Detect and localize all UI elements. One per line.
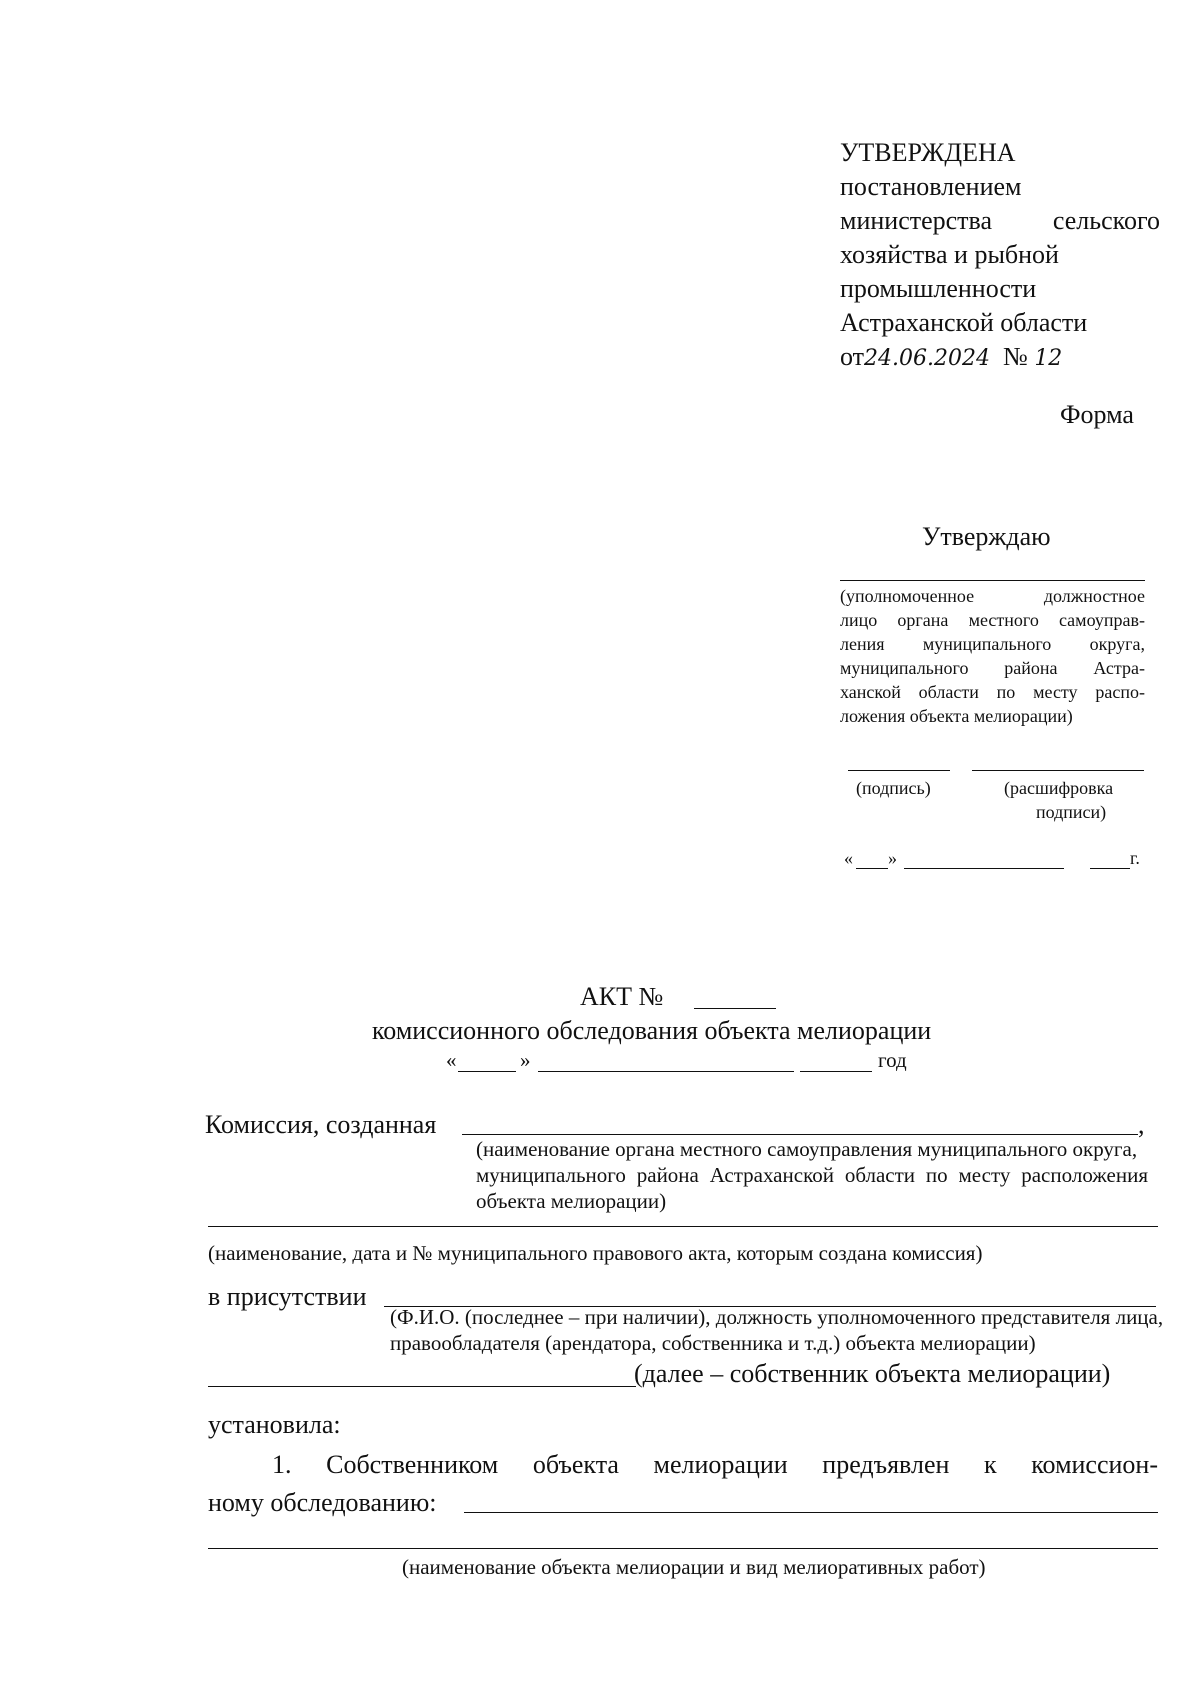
act-line [208, 1226, 1158, 1227]
object-line-2 [208, 1548, 1158, 1549]
approval-date-row [840, 340, 1160, 376]
caption-line: ления муниципального округа, [840, 634, 1145, 654]
handwritten-number: 12 [1034, 346, 1063, 371]
decryption-line [972, 770, 1144, 771]
caption-line: ложения объекта мелиорации) [840, 706, 1073, 726]
body-caption [476, 1136, 1148, 1188]
caption-line: лицо органа местного самоуправ- [840, 610, 1145, 630]
caption-line: объекта мелиорации) [476, 1189, 667, 1213]
established-label: установила: [208, 1410, 341, 1439]
quote-close: » [888, 848, 897, 868]
caption-line: муниципального района Астра- [840, 658, 1145, 678]
year-word: год [878, 1048, 907, 1072]
act-number-line [694, 1008, 776, 1009]
caption-line: правообладателя (арендатора, собственника и т.д.) объекта мелиорации) [390, 1331, 1036, 1355]
act-caption: (наименование, дата и № муниципального правового акта, которым создана комиссия) [208, 1241, 983, 1265]
decryption-caption: (расшифровка [1004, 778, 1114, 798]
caption-line: (уполномоченное должностное [840, 586, 1145, 606]
commission-line [462, 1134, 1138, 1135]
approval-block [840, 136, 1160, 376]
owner-label: (далее – собственник объекта мелиорации) [634, 1359, 1111, 1388]
quote-open: « [844, 848, 853, 868]
act-year-line [800, 1071, 872, 1072]
day-line [856, 868, 888, 869]
handwritten-date: 24.06.2024 [864, 346, 990, 371]
approval-line: министерства сельского [840, 206, 1160, 235]
item-1-line-2: ному обследованию: [208, 1488, 437, 1517]
year-line [1090, 868, 1130, 869]
presence-caption [390, 1304, 1164, 1356]
official-line [840, 580, 1145, 581]
caption-line: ханской области по месту распо- [840, 682, 1145, 702]
item-1-caption: (наименование объекта мелиорации и вид мелиоративных работ) [402, 1555, 986, 1579]
approval-line: Астраханской области [840, 308, 1088, 337]
signature-line [848, 770, 950, 771]
approval-line: постановлением [840, 172, 1022, 201]
number-prefix: № [1003, 342, 1028, 371]
presence-label: в присутствии [208, 1282, 367, 1311]
act-day-line [458, 1071, 516, 1072]
approval-line: промышленности [840, 274, 1037, 303]
official-caption [840, 584, 1145, 728]
act-month-line [538, 1071, 794, 1072]
object-line [464, 1512, 1158, 1513]
form-label: Форма [1060, 400, 1134, 429]
approval-line: хозяйства и рыбной [840, 240, 1059, 269]
comma: , [1138, 1110, 1145, 1139]
caption-line: (Ф.И.О. (последнее – при наличии), должность уполномоченного представителя лица, [390, 1305, 1164, 1329]
owner-line [208, 1386, 636, 1387]
approve-title: Утверждаю [922, 522, 1051, 551]
act-title: АКТ № [580, 982, 664, 1011]
quote-close: » [520, 1048, 531, 1072]
quote-open: « [446, 1048, 457, 1072]
year-suffix: г. [1130, 848, 1140, 868]
signature-caption: (подпись) [856, 778, 931, 798]
item-1-line-1: 1. Собственником объекта мелиорации предъявлен к комиссион- [272, 1450, 1158, 1479]
act-subtitle: комиссионного обследования объекта мелиорации [372, 1016, 932, 1045]
date-prefix: от [840, 342, 865, 371]
commission-label: Комиссия, созданная [205, 1110, 437, 1139]
caption-line: (наименование органа местного самоуправления муниципального округа, [476, 1137, 1138, 1161]
month-line [904, 868, 1064, 869]
approval-title: УТВЕРЖДЕНА [840, 138, 1016, 167]
caption-line: муниципального района Астраханской области по месту расположения [476, 1163, 1148, 1187]
decryption-caption: подписи) [1036, 802, 1107, 822]
